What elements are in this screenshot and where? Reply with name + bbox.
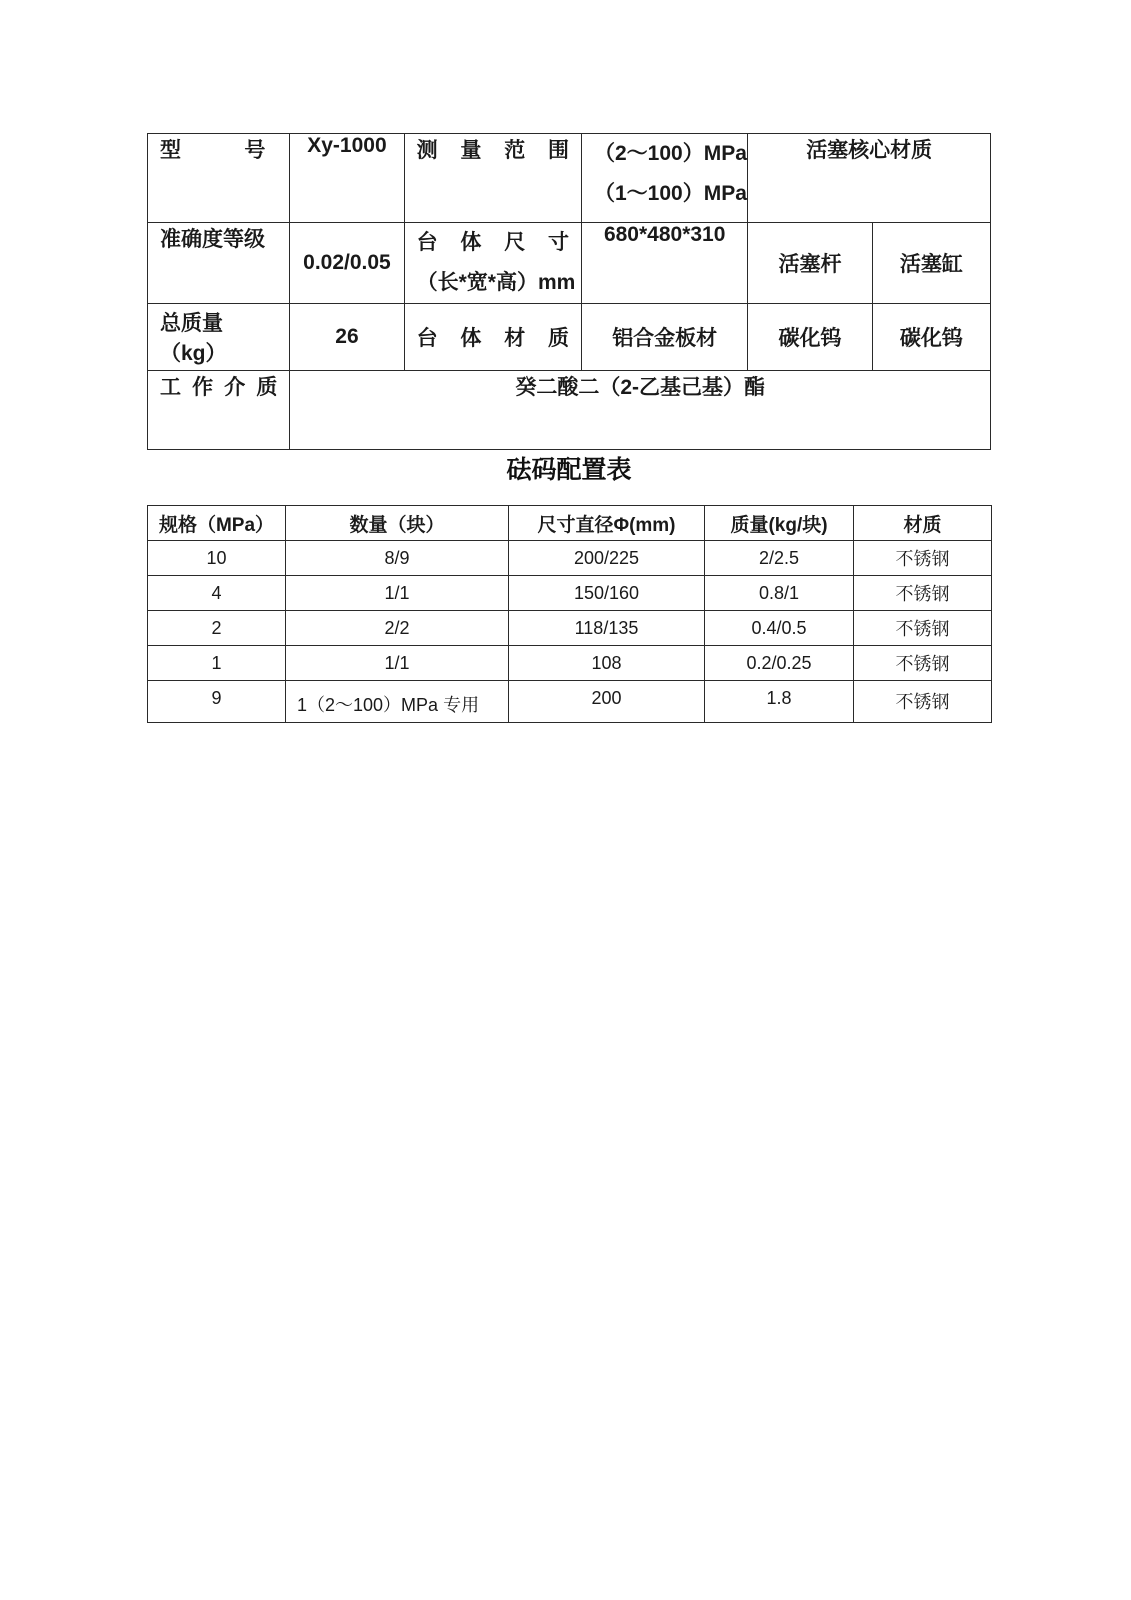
weights-cell: 10 bbox=[148, 541, 286, 576]
range-label: 测 量 范 围 bbox=[416, 139, 569, 162]
weights-row-4 bbox=[148, 646, 992, 681]
weights-cell: 9 bbox=[148, 681, 286, 723]
spec-table-row-4 bbox=[148, 371, 991, 450]
weights-cell: 不锈钢 bbox=[854, 681, 992, 723]
weights-cell: 200 bbox=[509, 681, 705, 723]
range-value-line-2: （1～100）MPa bbox=[594, 182, 747, 205]
weights-cell-special: 1（2～100）MPa 专用 bbox=[286, 681, 509, 723]
cell-body-material-value: 铝合金板材 bbox=[582, 304, 748, 371]
weights-cell: 0.2/0.25 bbox=[705, 646, 854, 681]
cell-model-value: Xy-1000 bbox=[290, 134, 404, 223]
weights-row-1 bbox=[148, 541, 992, 576]
weights-cell: 不锈钢 bbox=[854, 576, 992, 611]
weights-cell: 1 bbox=[148, 646, 286, 681]
weights-cell: 1/1 bbox=[286, 646, 509, 681]
weights-header-spec: 规格（MPa） bbox=[148, 506, 286, 541]
weights-cell: 不锈钢 bbox=[854, 611, 992, 646]
range-value-line-1: （2～100）MPa bbox=[594, 142, 747, 165]
working-medium-label: 工 作 介 质 bbox=[160, 376, 278, 399]
weights-row-5 bbox=[148, 681, 992, 723]
size-label-line-2: （长*宽*高）mm bbox=[416, 271, 576, 294]
cell-working-medium-value: 癸二酸二（2-乙基己基）酯 bbox=[290, 371, 991, 450]
weights-cell: 不锈钢 bbox=[854, 541, 992, 576]
cell-range-label bbox=[404, 134, 581, 223]
cell-piston-cylinder-header: 活塞缸 bbox=[872, 223, 990, 304]
cell-working-medium-label bbox=[148, 371, 290, 450]
weights-cell: 不锈钢 bbox=[854, 646, 992, 681]
cell-body-material-label bbox=[404, 304, 581, 371]
spec-table-row-3 bbox=[148, 304, 991, 371]
weights-row-2 bbox=[148, 576, 992, 611]
weights-cell: 108 bbox=[509, 646, 705, 681]
spec-table-row-1 bbox=[148, 134, 991, 223]
weights-header-material: 材质 bbox=[854, 506, 992, 541]
weights-cell: 2 bbox=[148, 611, 286, 646]
cell-size-value: 680*480*310 bbox=[582, 223, 748, 304]
cell-size-label bbox=[404, 223, 581, 304]
weights-table bbox=[147, 505, 992, 723]
cell-model-label bbox=[148, 134, 290, 223]
weights-cell: 2/2 bbox=[286, 611, 509, 646]
weights-cell: 200/225 bbox=[509, 541, 705, 576]
spec-table bbox=[147, 133, 991, 450]
cell-range-value bbox=[582, 134, 748, 223]
cell-piston-cylinder-value: 碳化钨 bbox=[872, 304, 990, 371]
weights-header-row bbox=[148, 506, 992, 541]
cell-total-mass-label: 总质量（kg） bbox=[148, 304, 290, 371]
cell-accuracy-value: 0.02/0.05 bbox=[290, 223, 404, 304]
weights-cell: 0.4/0.5 bbox=[705, 611, 854, 646]
weights-cell: 150/160 bbox=[509, 576, 705, 611]
weights-row-3 bbox=[148, 611, 992, 646]
cell-piston-rod-header: 活塞杆 bbox=[748, 223, 872, 304]
cell-piston-core-material-header: 活塞核心材质 bbox=[748, 134, 991, 223]
size-label-line-1: 台 体 尺 寸 bbox=[416, 231, 569, 254]
body-material-label: 台 体 材 质 bbox=[416, 327, 569, 350]
weights-table-title: 砝码配置表 bbox=[506, 456, 632, 484]
weights-cell: 2/2.5 bbox=[705, 541, 854, 576]
weights-cell: 4 bbox=[148, 576, 286, 611]
weights-cell: 1.8 bbox=[705, 681, 854, 723]
weights-header-quantity: 数量（块） bbox=[286, 506, 509, 541]
cell-piston-rod-value: 碳化钨 bbox=[748, 304, 872, 371]
weights-cell: 0.8/1 bbox=[705, 576, 854, 611]
model-label: 型 号 bbox=[160, 139, 266, 162]
weights-header-mass: 质量(kg/块) bbox=[705, 506, 854, 541]
cell-total-mass-value: 26 bbox=[290, 304, 404, 371]
weights-cell: 118/135 bbox=[509, 611, 705, 646]
weights-cell: 8/9 bbox=[286, 541, 509, 576]
spec-table-row-2 bbox=[148, 223, 991, 304]
weights-header-diameter: 尺寸直径Φ(mm) bbox=[509, 506, 705, 541]
cell-accuracy-label: 准确度等级 bbox=[148, 223, 290, 304]
weights-cell: 1/1 bbox=[286, 576, 509, 611]
